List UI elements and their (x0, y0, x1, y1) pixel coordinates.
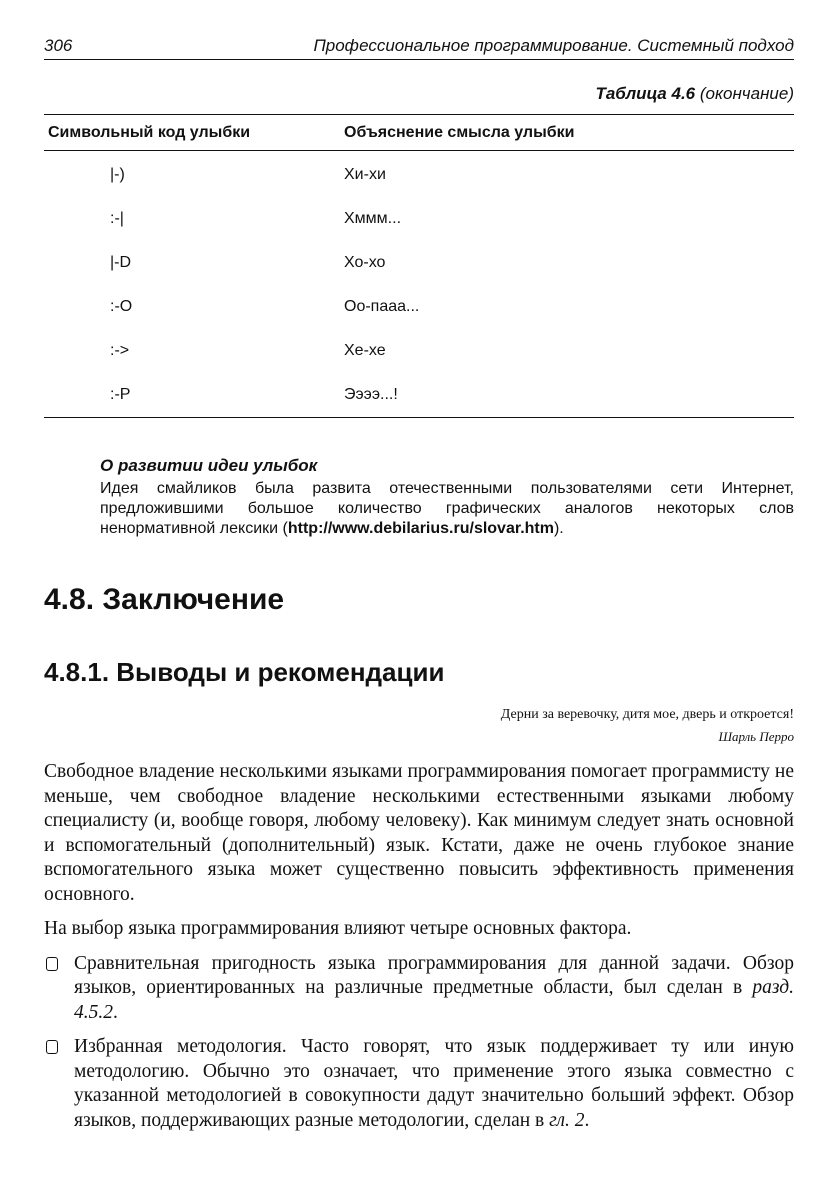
section-heading: 4.8. Заключение (44, 583, 285, 616)
table-row (44, 241, 794, 285)
note-text (100, 479, 794, 539)
smiley-code: :-> (110, 342, 130, 359)
list-item (44, 952, 794, 1026)
table-row (44, 373, 794, 418)
table-row (44, 329, 794, 373)
table-row (44, 151, 794, 198)
smiley-meaning: Оо-паaa... (344, 298, 420, 315)
cross-reference: разд. 4.5.2 (74, 977, 794, 1023)
smiley-meaning: Ээээ...! (340, 373, 794, 418)
note-text-body: Идея смайликов была развита отечественными пользователями сети Интернет, предложившими большое количество графических аналогов некоторых слов ненормативной лексики ( (100, 480, 794, 537)
cross-reference: гл. 2 (549, 1109, 585, 1131)
paragraph: Свободное владение несколькими языками программирования помогает программисту не меньше, чем свободное владение несколькими естественными языками любому специалисту (и, вообще говоря, любому человеку). Как минимум следует знать основной и вспомогательный (дополнительный) язык. Кстати, даже не очень глубокое знание вспомогательного языка может существенно повысить эффективность применения основного. (44, 761, 794, 905)
book-title: Профессиональное программирование. Системный подход (313, 36, 794, 55)
epigraph (44, 704, 794, 748)
checkbox-bullet-icon (46, 957, 58, 971)
list-item-end: . (584, 1109, 590, 1131)
bullet-list (44, 952, 794, 1134)
list-item-text (74, 952, 794, 1026)
smiley-code: |-) (110, 166, 125, 183)
table-header-row (44, 115, 794, 151)
smiley-code: :-O (110, 298, 133, 315)
epigraph-quote: Дерни за веревочку, дитя мое, дверь и откроется! (500, 707, 794, 722)
smiley-meaning: Хи-хи (344, 166, 386, 183)
smiley-code: |-D (110, 254, 132, 271)
table-row (44, 197, 794, 241)
smiley-meaning: Хо-хо (344, 254, 386, 271)
paragraph: На выбор языка программирования влияют четыре основных фактора. (44, 918, 632, 939)
note-url: http://www.debilarius.ru/slovar.htm (287, 520, 554, 537)
body-text (44, 760, 794, 1133)
book-page (44, 36, 794, 1143)
column-header-meaning: Объяснение смысла улыбки (340, 115, 794, 151)
subsection-heading: 4.8.1. Выводы и рекомендации (44, 657, 445, 687)
sidebar-note (100, 456, 794, 539)
table-caption-number: Таблица 4.6 (595, 84, 696, 103)
smiley-table (44, 114, 794, 418)
table-caption (44, 84, 794, 104)
list-item (44, 1035, 794, 1133)
running-header (44, 36, 794, 60)
smiley-code: :-| (110, 210, 124, 227)
page-number: 306 (44, 36, 73, 55)
list-item-end: . (113, 1001, 118, 1023)
column-header-code: Символьный код улыбки (44, 115, 340, 151)
smiley-meaning: Хммм... (344, 210, 402, 227)
note-text-end: ). (553, 520, 564, 537)
list-item-body: Сравнительная пригодность языка программирования для данной задачи. Обзор языков, ориентированных на различные предметные области, был сделан в (74, 952, 794, 998)
smiley-code: :-P (44, 373, 340, 418)
table-caption-note: (окончание) (699, 84, 794, 103)
note-title: О развитии идеи улыбок (100, 456, 318, 475)
list-item-text (74, 1035, 794, 1133)
list-item-body: Избранная методология. Часто говорят, что язык поддерживает ту или иную методологию. Обычно это означает, что применение этого языка совместно с указанной методологией в совокупности дадут значительно больший эффект. Обзор языков, поддерживающих разные методологии, сделан в (74, 1036, 794, 1131)
epigraph-author: Шарль Перро (718, 729, 794, 744)
table-row (44, 285, 794, 329)
checkbox-bullet-icon (46, 1040, 58, 1054)
smiley-meaning: Хе-хе (344, 342, 386, 359)
